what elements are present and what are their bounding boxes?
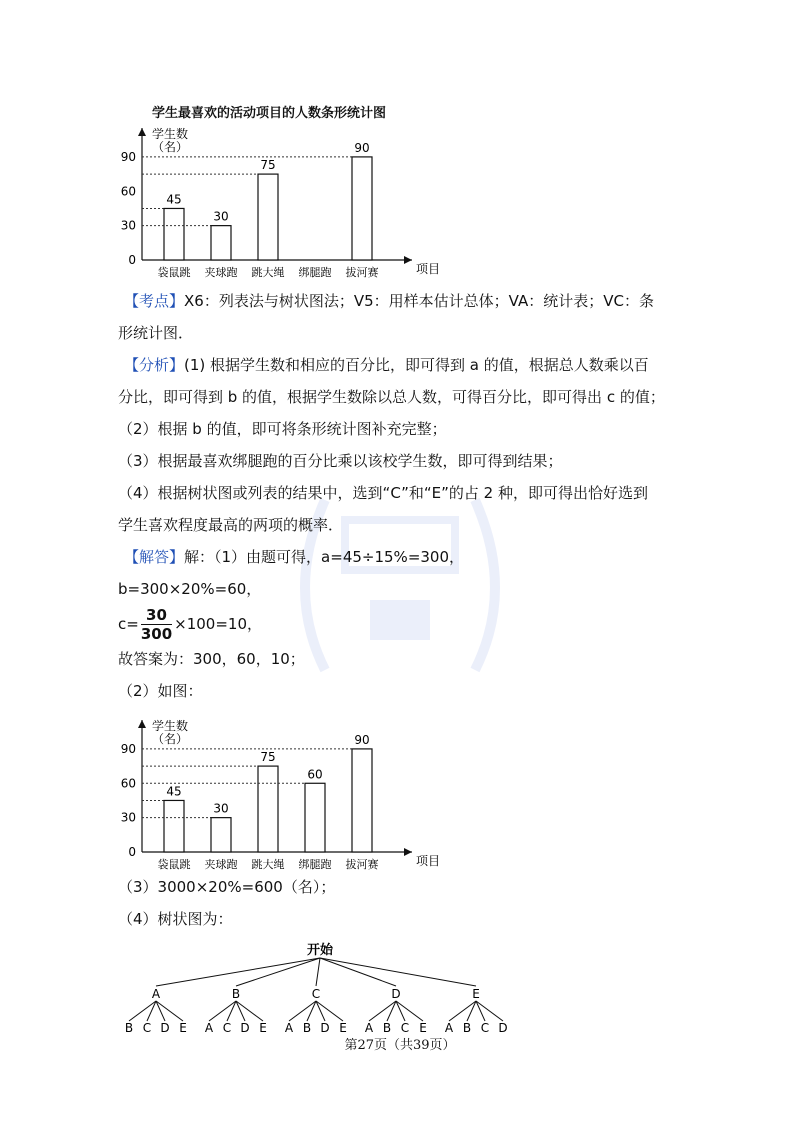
x-tick-2: 跳大绳 [251,858,285,870]
c-rest: ×100=10， [174,615,262,633]
tree-leaf-4-3: D [498,1021,508,1035]
page-footer: 第27页（共39页） [344,1038,456,1053]
x-axis-arrow [404,256,412,264]
y-tick-30: 30 [120,218,136,233]
fenxi-line-1 [124,354,649,376]
x-tick-4: 拔河赛 [345,266,379,279]
y-tick-0: 0 [128,253,136,267]
jieda-line-3 [118,604,262,644]
tree-leaf-4-1: B [462,1021,472,1035]
bar-3 [305,783,325,852]
tree-node-4: E [472,987,480,1001]
kaodian-tag: 【考点】 [124,292,185,310]
bar-4 [352,749,372,852]
x-tick-4: 拔河赛 [345,858,379,870]
fraction-denominator: 300 [140,625,173,643]
tree-leaf-3-0: A [364,1021,374,1035]
tree-leaf-2-1: B [302,1021,312,1035]
bar-0 [164,800,184,852]
fenxi-line-2: 分比，即可得到 b 的值，根据学生数除以总人数，可得百分比，即可得出 c 的值； [118,388,665,406]
tree-diagram [110,940,530,1036]
jieda-text-1: 解：（1）由题可得，a=45÷15%=300， [184,548,465,566]
tree-leaf-3-1: B [382,1021,392,1035]
bar-1 [211,226,231,260]
x-tick-1: 夹球跑 [204,266,238,279]
x-axis-label: 项目 [416,262,440,276]
y-tick-0: 0 [128,845,136,859]
bar-chart-original [110,120,440,280]
data-label-1: 30 [213,209,229,224]
y-tick-30: 30 [120,810,136,825]
tree-leaf-2-3: E [339,1021,347,1035]
tree-leaf-0-1: C [142,1021,152,1035]
y-tick-90: 90 [120,149,136,164]
jieda-line-7: （4）树状图为： [118,910,233,928]
y-axis-label-0: 学生数 [152,127,189,141]
jieda-line-4: 故答案为：300，60，10； [118,650,305,668]
y-tick-90: 90 [120,741,136,756]
kaodian-text-1: X6：列表法与树状图法；V5：用样本估计总体；VA：统计表；VC：条 [184,292,654,310]
tree-edge-root-3 [320,958,396,986]
tree-leaf-4-2: C [480,1021,490,1035]
bar-4 [352,157,372,260]
bar-2 [258,766,278,852]
x-tick-3: 绑腿跑 [298,266,332,279]
tree-leaf-4-0: A [444,1021,454,1035]
data-label-4: 90 [354,732,370,747]
chart1-title: 学生最喜欢的活动项目的人数条形统计图 [152,106,387,121]
y-axis-label-0: 学生数 [152,719,189,733]
x-axis-arrow [404,848,412,856]
data-label-3: 60 [307,767,323,782]
tree-leaf-0-2: D [160,1021,170,1035]
tree-leaf-2-2: D [320,1021,330,1035]
bar-2 [258,174,278,260]
x-tick-0: 袋鼠跳 [157,266,191,279]
jieda-tag: 【解答】 [124,548,185,566]
jieda-line-5: （2）如图： [118,682,203,700]
tree-node-0: A [151,987,161,1001]
fraction-numerator: 30 [141,606,172,625]
tree-leaf-1-3: E [259,1021,267,1035]
bar-0 [164,208,184,260]
tree-leaf-1-0: A [204,1021,214,1035]
tree-edge-root-0 [156,958,320,986]
watermark-logo [285,480,515,690]
y-axis-arrow [138,128,146,136]
jieda-line-1 [124,546,464,568]
tree-node-2: C [311,987,321,1001]
jieda-line-2: b=300×20%=60， [118,580,262,598]
tree-leaf-3-2: C [400,1021,410,1035]
tree-leaf-0-0: B [124,1021,134,1035]
fraction-30-300 [141,606,172,643]
tree-edge-root-1 [236,958,320,986]
y-axis-arrow [138,720,146,728]
tree-leaf-2-0: A [284,1021,294,1035]
x-tick-3: 绑腿跑 [298,858,332,870]
x-tick-1: 夹球跑 [204,858,238,870]
fenxi-line-4: （3）根据最喜欢绑腿跑的百分比乘以该校学生数，即可得到结果； [118,452,563,470]
data-label-0: 45 [166,784,182,799]
data-label-4: 90 [354,140,370,155]
bar-1 [211,818,231,852]
tree-node-1: B [231,987,241,1001]
y-axis-label-1: （名） [152,732,189,746]
tree-root: 开始 [306,943,334,958]
tree-leaf-3-3: E [419,1021,427,1035]
tree-leaf-1-2: D [240,1021,250,1035]
x-tick-0: 袋鼠跳 [157,858,191,870]
c-equals: c= [118,615,139,633]
jieda-line-6: （3）3000×20%=600（名）； [118,878,336,896]
fenxi-text-1: (1) 根据学生数和相应的百分比，即可得到 a 的值，根据总人数乘以百 [184,356,649,374]
data-label-1: 30 [213,801,229,816]
fenxi-line-6: 学生喜欢程度最高的两项的概率． [118,516,344,534]
bar-chart-completed [110,712,440,870]
y-axis-label-1: （名） [152,140,189,154]
y-tick-60: 60 [120,776,136,791]
fenxi-tag: 【分析】 [124,356,185,374]
kaodian-line-2: 形统计图． [118,324,194,342]
tree-edge-root-4 [320,958,476,986]
data-label-0: 45 [166,192,182,207]
tree-leaf-1-1: C [222,1021,232,1035]
data-label-2: 75 [260,750,276,765]
kaodian-line-1 [124,290,654,312]
tree-leaf-0-3: E [179,1021,187,1035]
fenxi-line-5: （4）根据树状图或列表的结果中，选到“C”和“E”的占 2 种，即可得出恰好选到 [118,484,648,502]
tree-node-3: D [391,987,401,1001]
y-tick-60: 60 [120,184,136,199]
data-label-2: 75 [260,158,276,173]
x-tick-2: 跳大绳 [251,266,285,279]
fenxi-line-3: （2）根据 b 的值，即可将条形统计图补充完整； [118,420,447,438]
tree-edge-root-2 [316,958,320,986]
x-axis-label: 项目 [416,854,440,868]
